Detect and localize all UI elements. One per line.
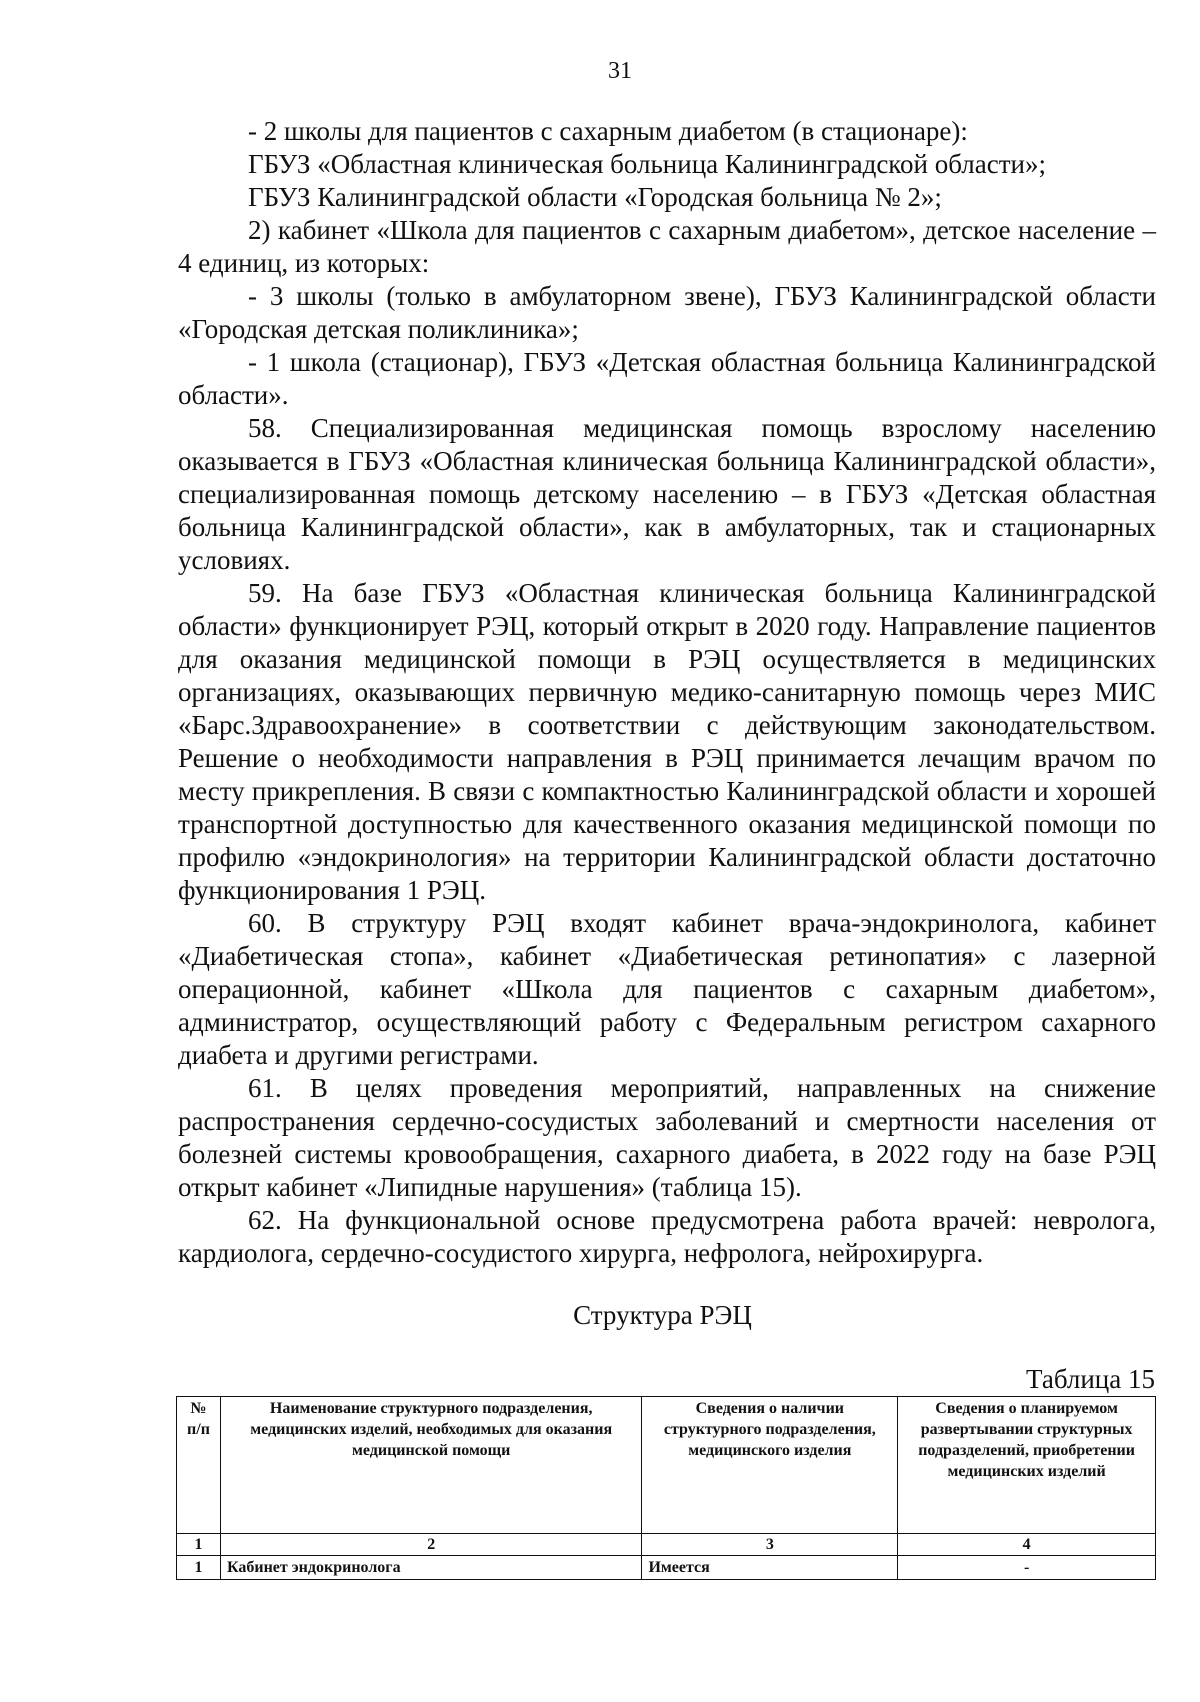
paragraph: ГБУЗ Калининградской области «Городская больница № 2»;: [248, 182, 942, 212]
table-cell: 1: [177, 1556, 221, 1580]
structure-table: [176, 1396, 1156, 1580]
table-cell: 4: [898, 1534, 1156, 1556]
table-cell: Кабинет эндокринолога: [220, 1556, 641, 1580]
paragraph: ГБУЗ «Областная клиническая больница Калининградской области»;: [248, 149, 1047, 179]
paragraph: - 1 школа (стационар), ГБУЗ «Детская областная больница Калининградской области».: [178, 347, 1156, 410]
table-cell: 2: [220, 1534, 641, 1556]
paragraph: 62. На функциональной основе предусмотрена работа врачей: невролога, кардиолога, сердечно-сосудистого хирурга, нефролога, нейрохирурга.: [178, 1205, 1156, 1268]
table-header-cell: Сведения о наличии структурного подразделения, медицинского изделия: [642, 1397, 898, 1534]
table-header-cell: № п/п: [177, 1397, 221, 1534]
paragraph: - 3 школы (только в амбулаторном звене), ГБУЗ Калининградской области «Городская детская поликлиника»;: [178, 281, 1156, 344]
paragraph: 2) кабинет «Школа для пациентов с сахарным диабетом», детское население – 4 единиц, из которых:: [178, 215, 1156, 278]
table-cell: 3: [642, 1534, 898, 1556]
paragraph: 58. Специализированная медицинская помощь взрослому населению оказывается в ГБУЗ «Областная клиническая больница Калининградской области», специализированная помощь детскому населению – в ГБУЗ «Детская областная больница Калининградской области», как в амбулаторных, так и стационарных условиях.: [178, 413, 1156, 575]
table-header-row: [177, 1397, 1156, 1534]
table-cell: Имеется: [642, 1556, 898, 1580]
paragraph: - 2 школы для пациентов с сахарным диабетом (в стационаре):: [248, 116, 968, 146]
table-row: [177, 1556, 1156, 1580]
page-number: 31: [608, 58, 632, 84]
table-cell: -: [898, 1556, 1156, 1580]
document-body: [178, 115, 1156, 1270]
table-header-cell: Наименование структурного подразделения, медицинских изделий, необходимых для оказания медицинской помощи: [220, 1397, 641, 1534]
paragraph: 59. На базе ГБУЗ «Областная клиническая больница Калининградской области» функционирует РЭЦ, который открыт в 2020 году. Направление пациентов для оказания медицинской помощи в РЭЦ осуществляется в медицинских организациях, оказывающих первичную медико-санитарную помощь через МИС «Барс.Здравоохранение» в соответствии с действующим законодательством. Решение о необходимости направления в РЭЦ принимается лечащим врачом по месту прикрепления. В связи с компактностью Калининградской области и хорошей транспортной доступностью для качественного оказания медицинской помощи по профилю «эндокринология» на территории Калининградской области достаточно функционирования 1 РЭЦ.: [178, 578, 1156, 905]
paragraph: 60. В структуру РЭЦ входят кабинет врача-эндокринолога, кабинет «Диабетическая стопа», кабинет «Диабетическая ретинопатия» с лазерной операционной, кабинет «Школа для пациентов с сахарным диабетом», администратор, осуществляющий работу с Федеральным регистром сахарного диабета и другими регистрами.: [178, 908, 1156, 1070]
table-caption: Таблица 15: [1026, 1364, 1155, 1394]
paragraph: 61. В целях проведения мероприятий, направленных на снижение распространения сердечно-сосудистых заболеваний и смертности населения от болезней системы кровообращения, сахарного диабета, в 2022 году на базе РЭЦ открыт кабинет «Липидные нарушения» (таблица 15).: [178, 1073, 1156, 1202]
table-title: Структура РЭЦ: [573, 1300, 752, 1330]
table-header-cell: Сведения о планируемом развертывании структурных подразделений, приобретении медицинских изделий: [898, 1397, 1156, 1534]
table-column-number-row: [177, 1534, 1156, 1556]
table-cell: 1: [177, 1534, 221, 1556]
